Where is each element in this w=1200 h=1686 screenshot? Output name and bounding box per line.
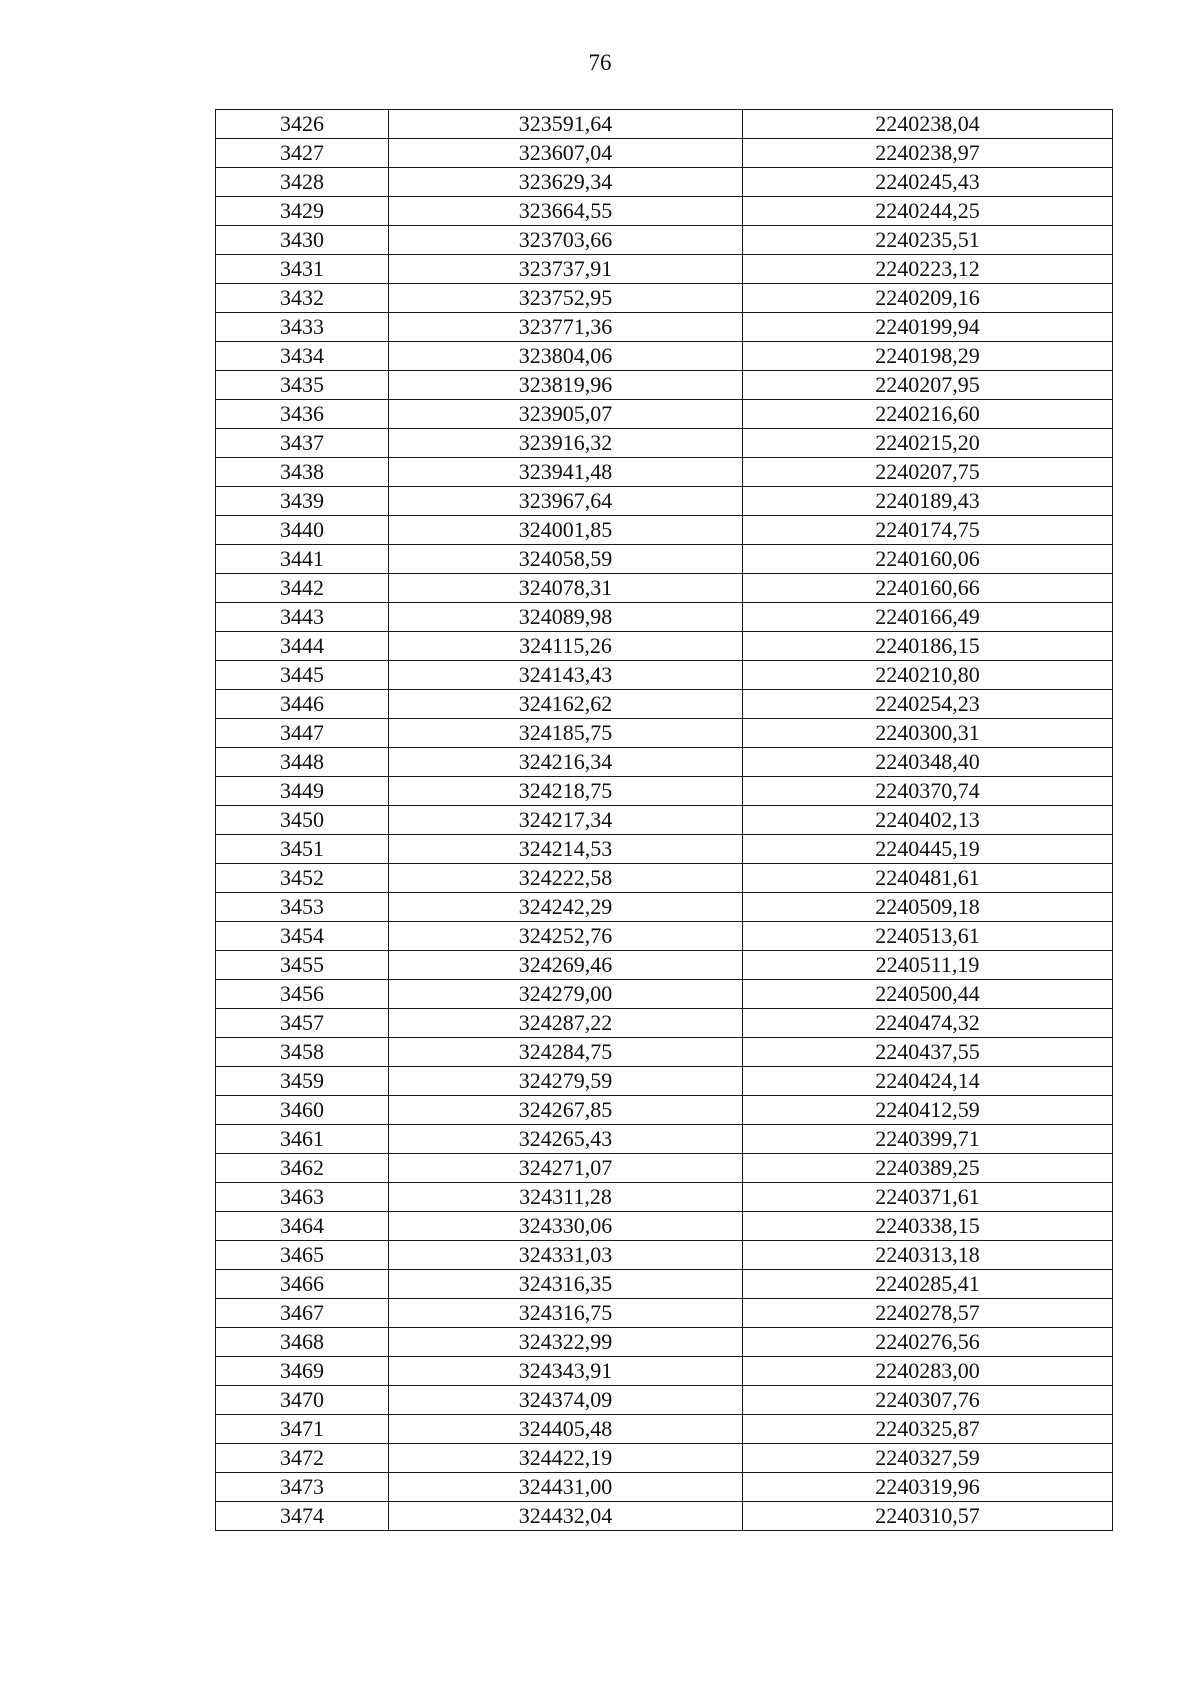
x-coordinate-cell: 323591,64 <box>389 110 743 139</box>
table-row <box>216 313 1113 342</box>
x-coordinate-cell: 324162,62 <box>389 690 743 719</box>
x-coordinate-cell: 324343,91 <box>389 1357 743 1386</box>
point-number-cell: 3456 <box>216 980 389 1009</box>
y-coordinate-cell: 2240445,19 <box>743 835 1113 864</box>
table-row <box>216 1502 1113 1531</box>
point-number-cell: 3437 <box>216 429 389 458</box>
y-coordinate-cell: 2240307,76 <box>743 1386 1113 1415</box>
x-coordinate-cell: 324331,03 <box>389 1241 743 1270</box>
x-coordinate-cell: 324322,99 <box>389 1328 743 1357</box>
y-coordinate-cell: 2240338,15 <box>743 1212 1113 1241</box>
point-number-cell: 3428 <box>216 168 389 197</box>
table-row <box>216 1386 1113 1415</box>
x-coordinate-cell: 324431,00 <box>389 1473 743 1502</box>
point-number-cell: 3467 <box>216 1299 389 1328</box>
table-row <box>216 980 1113 1009</box>
table-row <box>216 864 1113 893</box>
table-row <box>216 1241 1113 1270</box>
table-row <box>216 110 1113 139</box>
y-coordinate-cell: 2240283,00 <box>743 1357 1113 1386</box>
table-row <box>216 226 1113 255</box>
x-coordinate-cell: 324252,76 <box>389 922 743 951</box>
point-number-cell: 3469 <box>216 1357 389 1386</box>
x-coordinate-cell: 324422,19 <box>389 1444 743 1473</box>
table-row <box>216 922 1113 951</box>
y-coordinate-cell: 2240160,06 <box>743 545 1113 574</box>
y-coordinate-cell: 2240244,25 <box>743 197 1113 226</box>
y-coordinate-cell: 2240474,32 <box>743 1009 1113 1038</box>
y-coordinate-cell: 2240199,94 <box>743 313 1113 342</box>
x-coordinate-cell: 324115,26 <box>389 632 743 661</box>
x-coordinate-cell: 323819,96 <box>389 371 743 400</box>
table-row <box>216 197 1113 226</box>
point-number-cell: 3438 <box>216 458 389 487</box>
y-coordinate-cell: 2240399,71 <box>743 1125 1113 1154</box>
y-coordinate-cell: 2240511,19 <box>743 951 1113 980</box>
point-number-cell: 3442 <box>216 574 389 603</box>
table-row <box>216 690 1113 719</box>
x-coordinate-cell: 324316,35 <box>389 1270 743 1299</box>
table-row <box>216 429 1113 458</box>
y-coordinate-cell: 2240160,66 <box>743 574 1113 603</box>
table-row <box>216 632 1113 661</box>
point-number-cell: 3431 <box>216 255 389 284</box>
x-coordinate-cell: 324078,31 <box>389 574 743 603</box>
table-row <box>216 1038 1113 1067</box>
y-coordinate-cell: 2240437,55 <box>743 1038 1113 1067</box>
table-row <box>216 806 1113 835</box>
x-coordinate-cell: 323737,91 <box>389 255 743 284</box>
y-coordinate-cell: 2240245,43 <box>743 168 1113 197</box>
y-coordinate-cell: 2240238,04 <box>743 110 1113 139</box>
coordinates-table <box>215 109 1113 1531</box>
point-number-cell: 3446 <box>216 690 389 719</box>
table-row <box>216 835 1113 864</box>
table-row <box>216 1415 1113 1444</box>
x-coordinate-cell: 323703,66 <box>389 226 743 255</box>
point-number-cell: 3448 <box>216 748 389 777</box>
point-number-cell: 3453 <box>216 893 389 922</box>
y-coordinate-cell: 2240310,57 <box>743 1502 1113 1531</box>
x-coordinate-cell: 324217,34 <box>389 806 743 835</box>
x-coordinate-cell: 324214,53 <box>389 835 743 864</box>
x-coordinate-cell: 324216,34 <box>389 748 743 777</box>
point-number-cell: 3430 <box>216 226 389 255</box>
point-number-cell: 3457 <box>216 1009 389 1038</box>
y-coordinate-cell: 2240371,61 <box>743 1183 1113 1212</box>
point-number-cell: 3474 <box>216 1502 389 1531</box>
x-coordinate-cell: 324267,85 <box>389 1096 743 1125</box>
x-coordinate-cell: 324001,85 <box>389 516 743 545</box>
table-row <box>216 1125 1113 1154</box>
table-row <box>216 516 1113 545</box>
point-number-cell: 3472 <box>216 1444 389 1473</box>
y-coordinate-cell: 2240424,14 <box>743 1067 1113 1096</box>
point-number-cell: 3451 <box>216 835 389 864</box>
page-number: 76 <box>588 50 612 75</box>
point-number-cell: 3426 <box>216 110 389 139</box>
table-row <box>216 1067 1113 1096</box>
table-row <box>216 545 1113 574</box>
y-coordinate-cell: 2240509,18 <box>743 893 1113 922</box>
point-number-cell: 3449 <box>216 777 389 806</box>
y-coordinate-cell: 2240513,61 <box>743 922 1113 951</box>
point-number-cell: 3466 <box>216 1270 389 1299</box>
x-coordinate-cell: 324330,06 <box>389 1212 743 1241</box>
x-coordinate-cell: 323804,06 <box>389 342 743 371</box>
x-coordinate-cell: 324432,04 <box>389 1502 743 1531</box>
point-number-cell: 3450 <box>216 806 389 835</box>
x-coordinate-cell: 323967,64 <box>389 487 743 516</box>
table-row <box>216 1444 1113 1473</box>
y-coordinate-cell: 2240209,16 <box>743 284 1113 313</box>
x-coordinate-cell: 324287,22 <box>389 1009 743 1038</box>
x-coordinate-cell: 324242,29 <box>389 893 743 922</box>
point-number-cell: 3471 <box>216 1415 389 1444</box>
y-coordinate-cell: 2240223,12 <box>743 255 1113 284</box>
table-row <box>216 284 1113 313</box>
table-row <box>216 458 1113 487</box>
y-coordinate-cell: 2240319,96 <box>743 1473 1113 1502</box>
point-number-cell: 3458 <box>216 1038 389 1067</box>
point-number-cell: 3470 <box>216 1386 389 1415</box>
table-row <box>216 748 1113 777</box>
y-coordinate-cell: 2240207,75 <box>743 458 1113 487</box>
x-coordinate-cell: 324218,75 <box>389 777 743 806</box>
x-coordinate-cell: 324374,09 <box>389 1386 743 1415</box>
point-number-cell: 3473 <box>216 1473 389 1502</box>
table-row <box>216 139 1113 168</box>
x-coordinate-cell: 323941,48 <box>389 458 743 487</box>
x-coordinate-cell: 324222,58 <box>389 864 743 893</box>
table-row <box>216 1096 1113 1125</box>
table-body <box>216 110 1113 1531</box>
x-coordinate-cell: 323771,36 <box>389 313 743 342</box>
table-row <box>216 1299 1113 1328</box>
x-coordinate-cell: 324269,46 <box>389 951 743 980</box>
y-coordinate-cell: 2240481,61 <box>743 864 1113 893</box>
table-row <box>216 1270 1113 1299</box>
table-row <box>216 951 1113 980</box>
x-coordinate-cell: 324185,75 <box>389 719 743 748</box>
y-coordinate-cell: 2240186,15 <box>743 632 1113 661</box>
x-coordinate-cell: 323607,04 <box>389 139 743 168</box>
y-coordinate-cell: 2240348,40 <box>743 748 1113 777</box>
point-number-cell: 3433 <box>216 313 389 342</box>
table-row <box>216 400 1113 429</box>
table-row <box>216 719 1113 748</box>
x-coordinate-cell: 324405,48 <box>389 1415 743 1444</box>
table-row <box>216 1183 1113 1212</box>
point-number-cell: 3455 <box>216 951 389 980</box>
table-row <box>216 487 1113 516</box>
point-number-cell: 3465 <box>216 1241 389 1270</box>
table-row <box>216 777 1113 806</box>
y-coordinate-cell: 2240402,13 <box>743 806 1113 835</box>
point-number-cell: 3439 <box>216 487 389 516</box>
point-number-cell: 3461 <box>216 1125 389 1154</box>
point-number-cell: 3459 <box>216 1067 389 1096</box>
x-coordinate-cell: 324265,43 <box>389 1125 743 1154</box>
point-number-cell: 3440 <box>216 516 389 545</box>
y-coordinate-cell: 2240215,20 <box>743 429 1113 458</box>
y-coordinate-cell: 2240325,87 <box>743 1415 1113 1444</box>
y-coordinate-cell: 2240500,44 <box>743 980 1113 1009</box>
point-number-cell: 3435 <box>216 371 389 400</box>
y-coordinate-cell: 2240412,59 <box>743 1096 1113 1125</box>
y-coordinate-cell: 2240189,43 <box>743 487 1113 516</box>
point-number-cell: 3447 <box>216 719 389 748</box>
y-coordinate-cell: 2240254,23 <box>743 690 1113 719</box>
table-row <box>216 168 1113 197</box>
point-number-cell: 3445 <box>216 661 389 690</box>
point-number-cell: 3452 <box>216 864 389 893</box>
table-row <box>216 342 1113 371</box>
x-coordinate-cell: 324284,75 <box>389 1038 743 1067</box>
table-row <box>216 1009 1113 1038</box>
point-number-cell: 3434 <box>216 342 389 371</box>
point-number-cell: 3427 <box>216 139 389 168</box>
y-coordinate-cell: 2240389,25 <box>743 1154 1113 1183</box>
coordinates-table-container <box>215 109 1112 1531</box>
point-number-cell: 3460 <box>216 1096 389 1125</box>
table-row <box>216 574 1113 603</box>
x-coordinate-cell: 324311,28 <box>389 1183 743 1212</box>
point-number-cell: 3429 <box>216 197 389 226</box>
table-row <box>216 1473 1113 1502</box>
table-row <box>216 1212 1113 1241</box>
point-number-cell: 3463 <box>216 1183 389 1212</box>
table-row <box>216 1357 1113 1386</box>
x-coordinate-cell: 324316,75 <box>389 1299 743 1328</box>
y-coordinate-cell: 2240300,31 <box>743 719 1113 748</box>
x-coordinate-cell: 324279,00 <box>389 980 743 1009</box>
x-coordinate-cell: 323752,95 <box>389 284 743 313</box>
y-coordinate-cell: 2240210,80 <box>743 661 1113 690</box>
y-coordinate-cell: 2240313,18 <box>743 1241 1113 1270</box>
point-number-cell: 3444 <box>216 632 389 661</box>
y-coordinate-cell: 2240174,75 <box>743 516 1113 545</box>
table-row <box>216 1154 1113 1183</box>
y-coordinate-cell: 2240276,56 <box>743 1328 1113 1357</box>
table-row <box>216 1328 1113 1357</box>
table-row <box>216 661 1113 690</box>
point-number-cell: 3468 <box>216 1328 389 1357</box>
x-coordinate-cell: 324058,59 <box>389 545 743 574</box>
y-coordinate-cell: 2240235,51 <box>743 226 1113 255</box>
x-coordinate-cell: 324089,98 <box>389 603 743 632</box>
y-coordinate-cell: 2240166,49 <box>743 603 1113 632</box>
x-coordinate-cell: 323905,07 <box>389 400 743 429</box>
point-number-cell: 3436 <box>216 400 389 429</box>
y-coordinate-cell: 2240207,95 <box>743 371 1113 400</box>
point-number-cell: 3443 <box>216 603 389 632</box>
y-coordinate-cell: 2240285,41 <box>743 1270 1113 1299</box>
point-number-cell: 3462 <box>216 1154 389 1183</box>
point-number-cell: 3454 <box>216 922 389 951</box>
table-row <box>216 371 1113 400</box>
table-row <box>216 603 1113 632</box>
point-number-cell: 3441 <box>216 545 389 574</box>
x-coordinate-cell: 324143,43 <box>389 661 743 690</box>
table-row <box>216 255 1113 284</box>
x-coordinate-cell: 324271,07 <box>389 1154 743 1183</box>
x-coordinate-cell: 323916,32 <box>389 429 743 458</box>
y-coordinate-cell: 2240216,60 <box>743 400 1113 429</box>
y-coordinate-cell: 2240198,29 <box>743 342 1113 371</box>
x-coordinate-cell: 323664,55 <box>389 197 743 226</box>
y-coordinate-cell: 2240370,74 <box>743 777 1113 806</box>
x-coordinate-cell: 324279,59 <box>389 1067 743 1096</box>
x-coordinate-cell: 323629,34 <box>389 168 743 197</box>
point-number-cell: 3432 <box>216 284 389 313</box>
y-coordinate-cell: 2240238,97 <box>743 139 1113 168</box>
table-row <box>216 893 1113 922</box>
y-coordinate-cell: 2240278,57 <box>743 1299 1113 1328</box>
point-number-cell: 3464 <box>216 1212 389 1241</box>
y-coordinate-cell: 2240327,59 <box>743 1444 1113 1473</box>
